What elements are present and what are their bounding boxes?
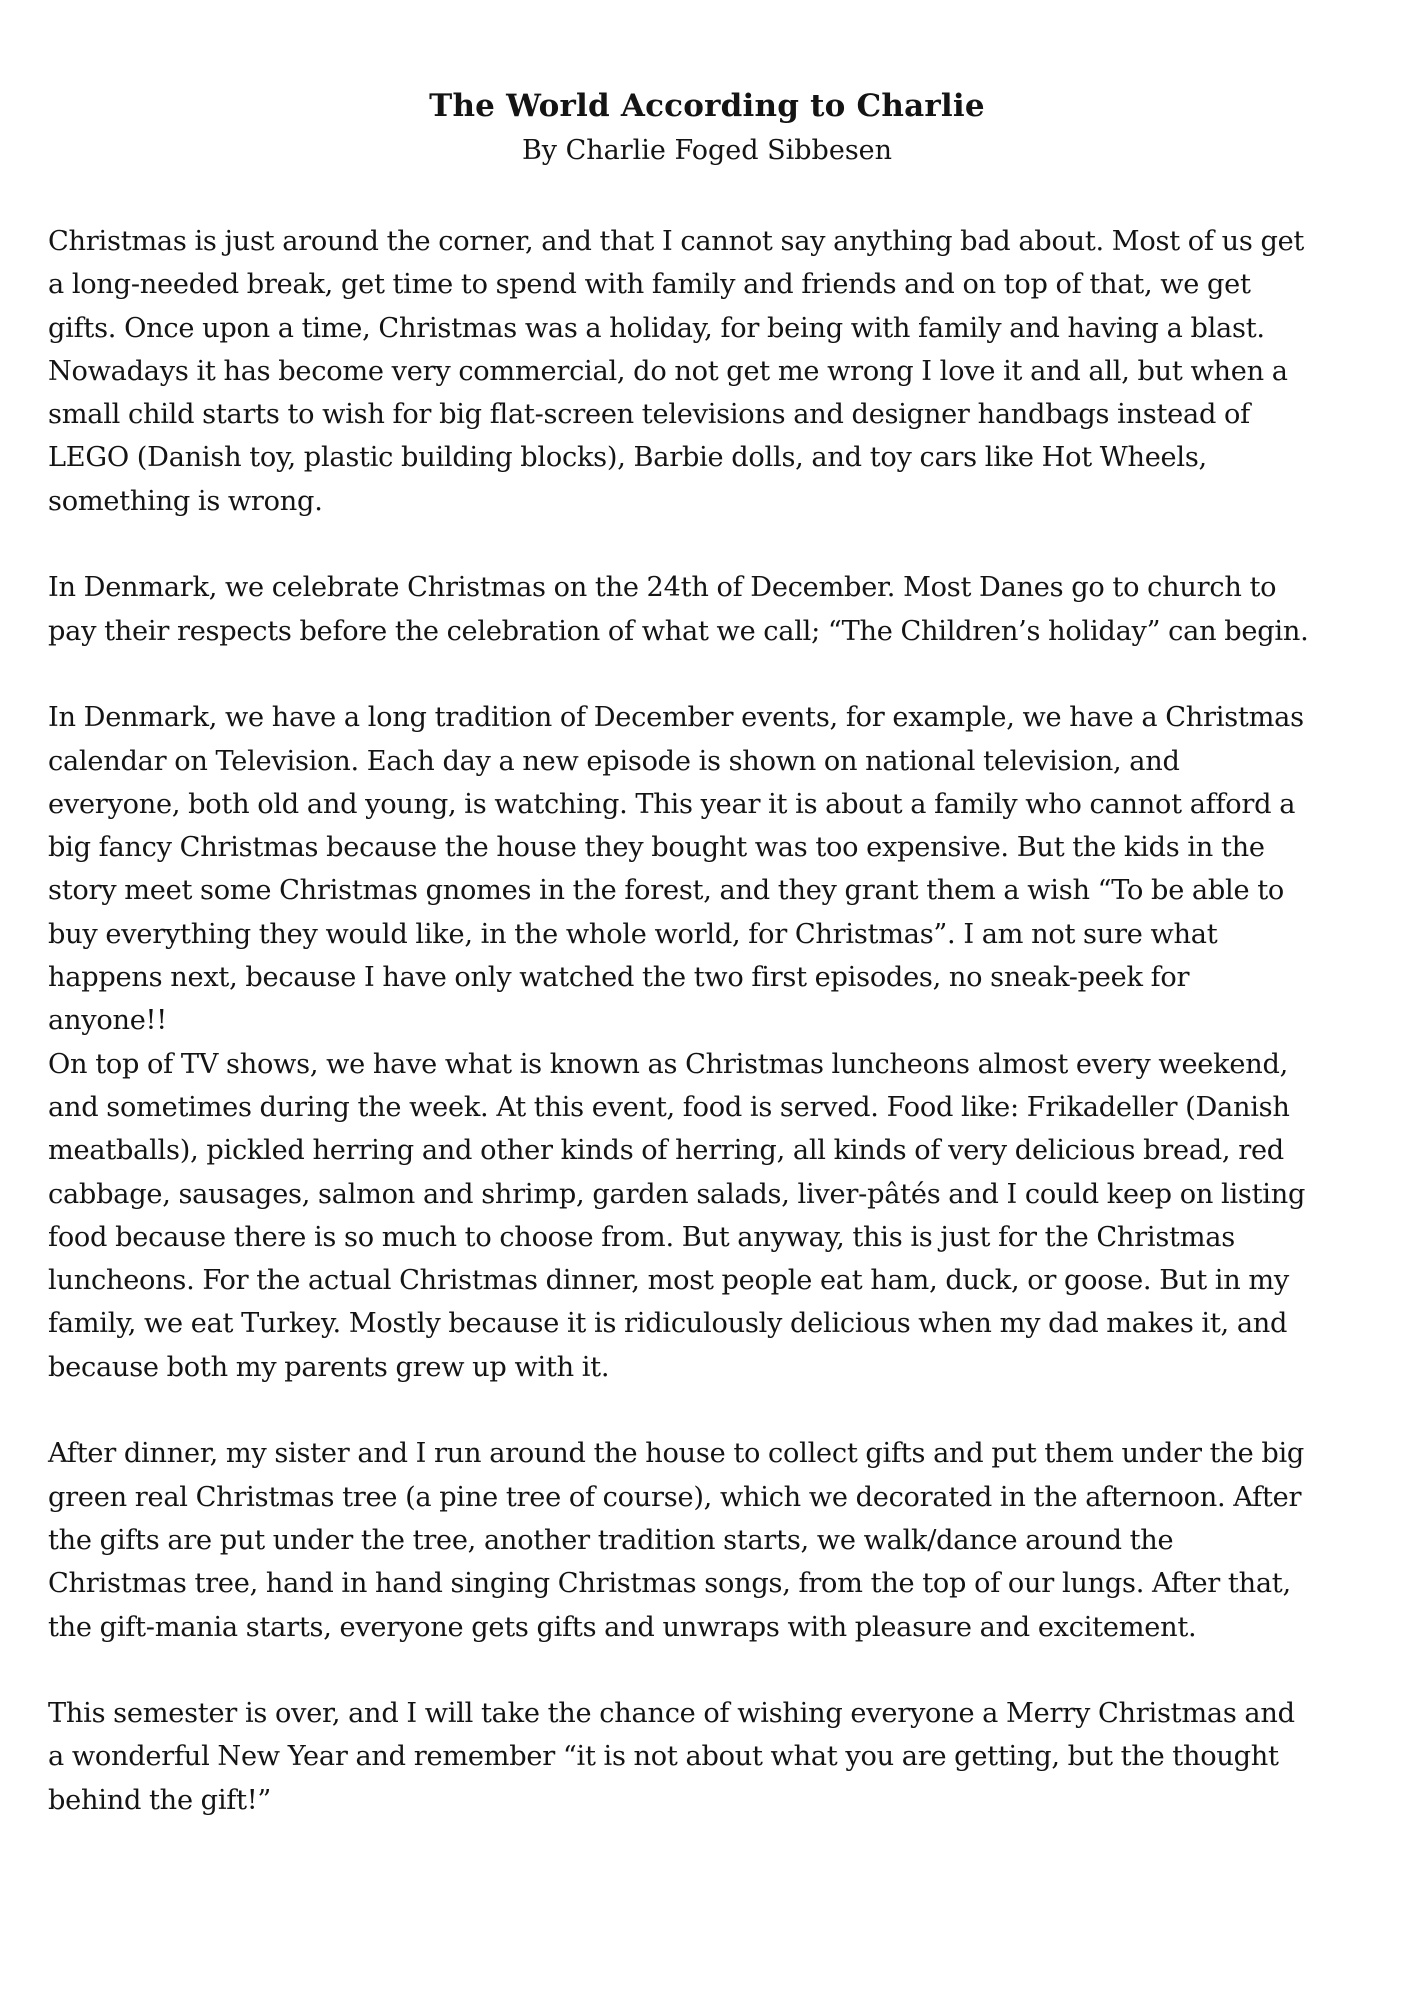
paragraph-celebration-date (48, 566, 1388, 653)
paragraph-line: In Denmark, we celebrate Christmas on the 24th of December. Most Danes go to church to (48, 572, 1277, 604)
paragraph-intro (48, 220, 1388, 523)
paragraph-line: big fancy Christmas because the house they bought was too expensive. But the kids in the (48, 832, 1265, 864)
paragraph-december-traditions (48, 696, 1388, 1389)
paragraph-line: and sometimes during the week. At this event, food is served. Food like: Frikadeller (Danish (48, 1091, 1290, 1123)
paragraph-line: buy everything they would like, in the whole world, for Christmas”. I am not sure what (48, 918, 1218, 950)
paragraph-line: LEGO (Danish toy, plastic building blocks), Barbie dolls, and toy cars like Hot Wheels, (48, 442, 1207, 474)
paragraph-spacer (48, 523, 1388, 566)
paragraph-line: behind the gift!” (48, 1784, 272, 1816)
paragraph-spacer (48, 1389, 1388, 1432)
paragraph-line: cabbage, sausages, salmon and shrimp, garden salads, liver-pâtés and I could keep on listing (48, 1178, 1306, 1210)
paragraph-line: because both my parents grew up with it. (48, 1351, 610, 1383)
article-byline: By Charlie Foged Sibbesen (521, 135, 893, 166)
paragraph-line: luncheons. For the actual Christmas dinner, most people eat ham, duck, or goose. But in my (48, 1265, 1290, 1297)
paragraph-line: gifts. Once upon a time, Christmas was a holiday, for being with family and having a blast. (48, 312, 1265, 344)
paragraph-line: food because there is so much to choose from. But anyway, this is just for the Christmas (48, 1221, 1235, 1253)
paragraph-line: In Denmark, we have a long tradition of December events, for example, we have a Christmas (48, 702, 1304, 734)
paragraph-line: After dinner, my sister and I run around the house to collect gifts and put them under the big (48, 1438, 1305, 1470)
paragraph-spacer (48, 653, 1388, 696)
paragraph-line: Nowadays it has become very commercial, do not get me wrong I love it and all, but when a (48, 355, 1288, 387)
paragraph-line: everyone, both old and young, is watching. This year it is about a family who cannot afford a (48, 788, 1296, 820)
paragraph-line: meatballs), pickled herring and other kinds of herring, all kinds of very delicious bread, red (48, 1135, 1284, 1167)
article-body (48, 220, 1388, 1822)
paragraph-line: anyone!! (48, 1005, 167, 1037)
paragraph-line: Christmas tree, hand in hand singing Christmas songs, from the top of our lungs. After that, (48, 1568, 1291, 1600)
article-title: The World According to Charlie (429, 88, 985, 124)
paragraph-line: the gifts are put under the tree, another tradition starts, we walk/dance around the (48, 1524, 1174, 1556)
paragraph-line: Christmas is just around the corner, and that I cannot say anything bad about. Most of us get (48, 226, 1305, 257)
paragraph-line: a long-needed break, get time to spend with family and friends and on top of that, we get (48, 269, 1251, 301)
paragraph-after-dinner (48, 1432, 1388, 1648)
paragraph-line: family, we eat Turkey. Mostly because it is ridiculously delicious when my dad makes it, and (48, 1308, 1288, 1340)
paragraph-closing (48, 1692, 1388, 1822)
article-header (0, 84, 1414, 174)
paragraph-spacer (48, 1649, 1388, 1692)
paragraph-line: calendar on Television. Each day a new episode is shown on national television, and (48, 745, 1180, 777)
paragraph-line: story meet some Christmas gnomes in the forest, and they grant them a wish “To be able to (48, 875, 1285, 907)
paragraph-line: pay their respects before the celebration of what we call; “The Children’s holiday” can begin. (48, 615, 1309, 647)
paragraph-line: the gift-mania starts, everyone gets gifts and unwraps with pleasure and excitement. (48, 1611, 1197, 1643)
paragraph-line: a wonderful New Year and remember “it is not about what you are getting, but the thought (48, 1741, 1279, 1773)
paragraph-line: This semester is over, and I will take the chance of wishing everyone a Merry Christmas and (48, 1698, 1295, 1730)
paragraph-line: On top of TV shows, we have what is known as Christmas luncheons almost every weekend, (48, 1048, 1288, 1080)
paragraph-line: happens next, because I have only watched the two first episodes, no sneak-peek for (48, 962, 1190, 994)
paragraph-line: small child starts to wish for big flat-screen televisions and designer handbags instead of (48, 399, 1250, 431)
paragraph-line: something is wrong. (48, 485, 323, 517)
paragraph-line: green real Christmas tree (a pine tree of course), which we decorated in the afternoon. After (48, 1481, 1302, 1513)
